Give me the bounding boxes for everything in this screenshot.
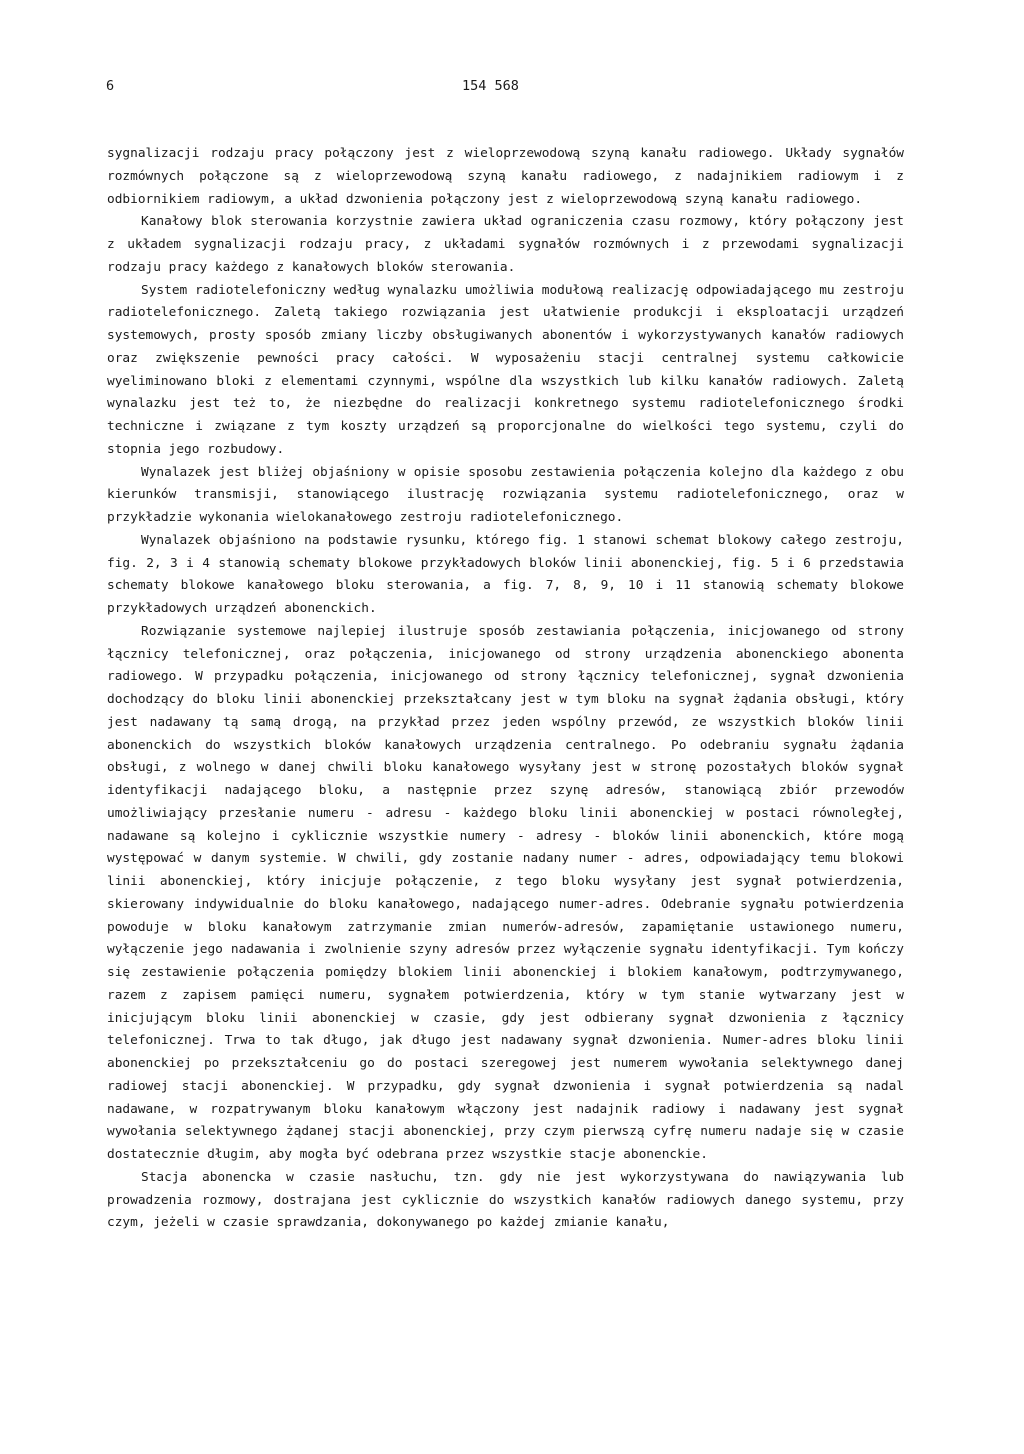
paragraph-4: Wynalazek jest bliżej objaśniony w opisie sposobu zestawienia połączenia kolejno dla każdego z obu kierunków transmisji, stanowiącego ilustrację rozwiązania systemu radiotelefonicznego, oraz w przykładzie wykonania wielokanałowego zestroju radiotelefonicznego.	[107, 464, 904, 525]
patent-number: 154 568	[462, 78, 519, 94]
paragraph-2: Kanałowy blok sterowania korzystnie zawiera układ ograniczenia czasu rozmowy, który połączony jest z układem sygnalizacji rodzaju pracy, z układami sygnałów rozmównych i z przewodami sygnalizacji rodzaju pracy każdego z kanałowych bloków sterowania.	[107, 214, 904, 275]
paragraph-5: Wynalazek objaśniono na podstawie rysunku, którego fig. 1 stanowi schemat blokowy całego zestroju, fig. 2, 3 i 4 stanowią schematy blokowe przykładowych bloków linii abonenckiej, fig. 5 i 6 przedstawia schematy blokowe kanałowego bloku sterowania, a fig. 7, 8, 9, 10 i 11 stanowią schematy blokowe przykładowych urządzeń abonenckich.	[107, 532, 904, 616]
paragraph-7: Stacja abonencka w czasie nasłuchu, tzn. gdy nie jest wykorzystywana do nawiązywania lub prowadzenia rozmowy, dostrajana jest cyklicznie do wszystkich kanałów radiowych danego systemu, przy czym, jeżeli w czasie sprawdzania, dokonywanego po każdej zmianie kanału,	[107, 1169, 904, 1231]
paragraph-6: Rozwiązanie systemowe najlepiej ilustruje sposób zestawiania połączenia, inicjowanego od strony łącznicy telefonicznej, oraz połączenia, inicjowanego od strony urządzenia abonenckiego abonenta radiowego. W przypadku połączenia, inicjowanego od strony łącznicy telefonicznej, sygnał dzwonienia dochodzący do bloku linii abonenckiej przekształcany jest w tym bloku na sygnał żądania obsługi, który jest nadawany tą samą drogą, na przykład przez jeden wspólny przewód, ze wszystkich bloków linii abonenckich do wszystkich bloków kanałowych urządzenia centralnego. Po odebraniu sygnału żądania obsługi, z wolnego w danej chwili bloku kanałowego wysyłany jest w stronę pozostałych bloków sygnał identyfikacji nadającego bloku, a następnie przez szynę adresów, stanowiącą zbiór przewodów umożliwiający przesłanie numeru - adresu - każdego bloku linii abonenckiej w postaci równoległej, nadawane są kolejno i cyklicznie wszystkie numery - adresy - bloków linii abonenckich, które mogą występować w danym systemie. W chwili, gdy zostanie nadany numer - adres, odpowiadający temu blokowi linii abonenckiej, który inicjuje połączenie, z tego bloku wysyłany jest sygnał potwierdzenia, skierowany indywidualnie do bloku kanałowego, nadającego numer-adres. Odebranie sygnału potwierdzenia powoduje w bloku kanałowym zatrzymanie zmian numerów-adresów, zapamiętanie ustawionego numeru, wyłączenie jego nadawania i zwolnienie szyny adresów przez wyłączenie sygnału identyfikacji. Tym kończy się zestawienie połączenia pomiędzy blokiem linii abonenckiej i blokiem kanałowym, podtrzymywanego, razem z zapisem pamięci numeru, sygnałem potwierdzenia, który w tym stanie wytwarzany jest w inicjującym bloku linii abonenckiej w czasie, gdy jest odbierany sygnał dzwonienia z łącznicy telefonicznej. Trwa to tak długo, jak długo jest nadawany sygnał dzwonienia. Numer-adres bloku linii abonenckiej po przekształceniu go do postaci szeregowej jest numerem wywołania selektywnego danej radiowej stacji abonenckiej. W przypadku, gdy sygnał dzwonienia i sygnał potwierdzenia są nadal nadawane, w rozpatrywanym bloku kanałowym włączony jest nadajnik radiowy i nadawany jest sygnał wywołania selektywnego żądanej stacji abonenckiej, przy czym pierwszą cyfrę numeru nadaje się w czasie dostatecznie długim, aby mogła być odebrana przez wszystkie stacje abonenckie.	[107, 623, 904, 1162]
body-text	[107, 143, 904, 1235]
paragraph-3: System radiotelefoniczny według wynalazku umożliwia modułową realizację odpowiadającego mu zestroju radiotelefonicznego. Zaletą takiego rozwiązania jest ułatwienie produkcji i eksploatacji urządzeń systemowych, prosty sposób zmiany liczby obsługiwanych abonentów i wykorzystywanych kanałów radiowych oraz zwiększenie pewności pracy całości. W wyposażeniu stacji centralnej systemu całkowicie wyeliminowano bloki z elementami czynnymi, wspólne dla wszystkich lub kilku kanałów radiowych. Zaletą wynalazku jest też to, że niezbędne do realizacji konkretnego systemu radiotelefonicznego środki techniczne i związane z tym koszty urządzeń są proporcjonalne do wielkości tego systemu, czyli do stopnia jego rozbudowy.	[107, 282, 904, 457]
page-number: 6	[106, 78, 115, 94]
paragraph-1: sygnalizacji rodzaju pracy połączony jest z wieloprzewodową szyną kanału radiowego. Układy sygnałów rozmównych połączone są z wieloprzewodową szyną kanału radiowego, z nadajnikiem radiowym i z odbiornikiem radiowym, a układ dzwonienia połączony jest z wieloprzewodową szyną kanału radiowego.	[107, 146, 904, 207]
page-header	[106, 78, 906, 100]
